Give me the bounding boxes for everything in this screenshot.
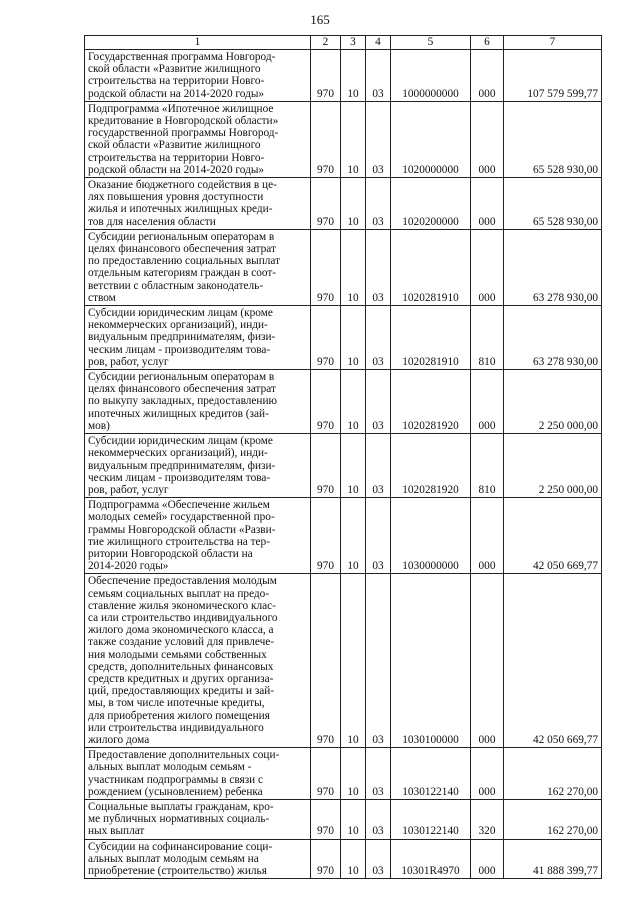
section-code: 10 — [341, 370, 366, 434]
expense-type-code: 000 — [471, 574, 504, 748]
table-row — [85, 748, 602, 800]
table-row — [85, 50, 602, 102]
target-article-code: 1030122140 — [391, 799, 471, 839]
target-article-code: 1020281910 — [391, 229, 471, 305]
subsection-code: 03 — [366, 101, 391, 177]
amount: 65 528 930,00 — [504, 178, 602, 230]
amount: 2 250 000,00 — [504, 370, 602, 434]
table-row — [85, 370, 602, 434]
expense-type-code: 320 — [471, 799, 504, 839]
amount: 41 888 399,77 — [504, 839, 602, 879]
column-header: 2 — [311, 36, 341, 50]
target-article-code: 1030000000 — [391, 498, 471, 574]
ministry-code: 970 — [311, 498, 341, 574]
budget-table — [84, 35, 602, 879]
section-code: 10 — [341, 498, 366, 574]
target-article-code: 1020000000 — [391, 101, 471, 177]
row-description: Социальные выплаты гражданам, кро- ме публичных нормативных социаль- ных выплат — [85, 799, 311, 839]
target-article-code: 1030122140 — [391, 748, 471, 800]
subsection-code: 03 — [366, 434, 391, 498]
expense-type-code: 000 — [471, 748, 504, 800]
amount: 42 050 669,77 — [504, 574, 602, 748]
expense-type-code: 810 — [471, 306, 504, 370]
section-code: 10 — [341, 799, 366, 839]
row-description: Субсидии региональным операторам в целях финансового обеспечения затрат по предоставлению социальных выплат отдельным категориям граждан в соот- ветствии с областным законодатель- ством — [85, 229, 311, 305]
table-header-row — [85, 36, 602, 50]
amount: 162 270,00 — [504, 748, 602, 800]
amount: 63 278 930,00 — [504, 229, 602, 305]
amount: 107 579 599,77 — [504, 50, 602, 102]
table-row — [85, 178, 602, 230]
table-row — [85, 306, 602, 370]
target-article-code: 1020281910 — [391, 306, 471, 370]
section-code: 10 — [341, 748, 366, 800]
target-article-code: 1020281920 — [391, 434, 471, 498]
target-article-code: 1020200000 — [391, 178, 471, 230]
target-article-code: 10301R4970 — [391, 839, 471, 879]
column-header: 5 — [391, 36, 471, 50]
expense-type-code: 000 — [471, 178, 504, 230]
column-header: 6 — [471, 36, 504, 50]
ministry-code: 970 — [311, 370, 341, 434]
ministry-code: 970 — [311, 229, 341, 305]
column-header: 4 — [366, 36, 391, 50]
target-article-code: 1000000000 — [391, 50, 471, 102]
row-description: Субсидии юридическим лицам (кроме некоммерческих организаций), инди- видуальным предпринимателям, физи- ческим лицам - производителям това- ров, работ, услуг — [85, 306, 311, 370]
row-description: Обеспечение предоставления молодым семьям социальных выплат на предо- ставление жилья экономического клас- са или строительство индивидуального жилого дома экономического класса, а также создание условий для привлече- ния молодыми семьями собственных средств, дополнительных финансовых средств кредитных и других организа- ций, предоставляющих кредиты и зай- мы, в том числе ипотечные кредиты, для приобретения жилого помещения или строительства индивидуального жилого дома — [85, 574, 311, 748]
expense-type-code: 810 — [471, 434, 504, 498]
ministry-code: 970 — [311, 306, 341, 370]
subsection-code: 03 — [366, 799, 391, 839]
row-description: Субсидии региональным операторам в целях финансового обеспечения затрат по выкупу закладных, предоставлению ипотечных жилищных кредитов (зай- мов) — [85, 370, 311, 434]
amount: 63 278 930,00 — [504, 306, 602, 370]
subsection-code: 03 — [366, 50, 391, 102]
subsection-code: 03 — [366, 748, 391, 800]
subsection-code: 03 — [366, 574, 391, 748]
ministry-code: 970 — [311, 748, 341, 800]
section-code: 10 — [341, 178, 366, 230]
row-description: Подпрограмма «Обеспечение жильем молодых семей» государственной про- граммы Новгородской области «Разви- тие жилищного строительства на тер- ритории Новгородской области на 2014-2020 годы» — [85, 498, 311, 574]
row-description: Субсидии на софинансирование соци- альных выплат молодым семьям на приобретение (строительство) жилья — [85, 839, 311, 879]
row-description: Предоставление дополнительных соци- альных выплат молодым семьям - участникам подпрограммы в связи с рождением (усыновлением) ребенка — [85, 748, 311, 800]
subsection-code: 03 — [366, 178, 391, 230]
table-row — [85, 839, 602, 879]
ministry-code: 970 — [311, 799, 341, 839]
row-description: Субсидии юридическим лицам (кроме некоммерческих организаций), инди- видуальным предпринимателям, физи- ческим лицам - производителям това- ров, работ, услуг — [85, 434, 311, 498]
amount: 162 270,00 — [504, 799, 602, 839]
expense-type-code: 000 — [471, 101, 504, 177]
section-code: 10 — [341, 229, 366, 305]
ministry-code: 970 — [311, 50, 341, 102]
row-description: Оказание бюджетного содействия в це- лях повышения уровня доступности жилья и ипотечных жилищных креди- тов для населения области — [85, 178, 311, 230]
expense-type-code: 000 — [471, 370, 504, 434]
target-article-code: 1030100000 — [391, 574, 471, 748]
ministry-code: 970 — [311, 101, 341, 177]
expense-type-code: 000 — [471, 498, 504, 574]
table-row — [85, 229, 602, 305]
ministry-code: 970 — [311, 839, 341, 879]
subsection-code: 03 — [366, 839, 391, 879]
column-header: 3 — [341, 36, 366, 50]
expense-type-code: 000 — [471, 839, 504, 879]
section-code: 10 — [341, 101, 366, 177]
page-number: 165 — [310, 12, 330, 27]
amount: 2 250 000,00 — [504, 434, 602, 498]
ministry-code: 970 — [311, 434, 341, 498]
amount: 65 528 930,00 — [504, 101, 602, 177]
subsection-code: 03 — [366, 229, 391, 305]
section-code: 10 — [341, 306, 366, 370]
expense-type-code: 000 — [471, 50, 504, 102]
column-header: 7 — [504, 36, 602, 50]
subsection-code: 03 — [366, 370, 391, 434]
subsection-code: 03 — [366, 498, 391, 574]
row-description: Подпрограмма «Ипотечное жилищное кредитование в Новгородской области» государственной программы Новгород- ской области «Развитие жилищного строительства на территории Новго- родской области на 2014-2020 годы» — [85, 101, 311, 177]
section-code: 10 — [341, 839, 366, 879]
ministry-code: 970 — [311, 178, 341, 230]
table-row — [85, 799, 602, 839]
section-code: 10 — [341, 574, 366, 748]
table-row — [85, 101, 602, 177]
table-row — [85, 434, 602, 498]
table-row — [85, 498, 602, 574]
ministry-code: 970 — [311, 574, 341, 748]
row-description: Государственная программа Новгород- ской области «Развитие жилищного строительства на территории Новго- родской области на 2014-2020 годы» — [85, 50, 311, 102]
amount: 42 050 669,77 — [504, 498, 602, 574]
table-row — [85, 574, 602, 748]
section-code: 10 — [341, 50, 366, 102]
expense-type-code: 000 — [471, 229, 504, 305]
section-code: 10 — [341, 434, 366, 498]
subsection-code: 03 — [366, 306, 391, 370]
target-article-code: 1020281920 — [391, 370, 471, 434]
column-header: 1 — [85, 36, 311, 50]
